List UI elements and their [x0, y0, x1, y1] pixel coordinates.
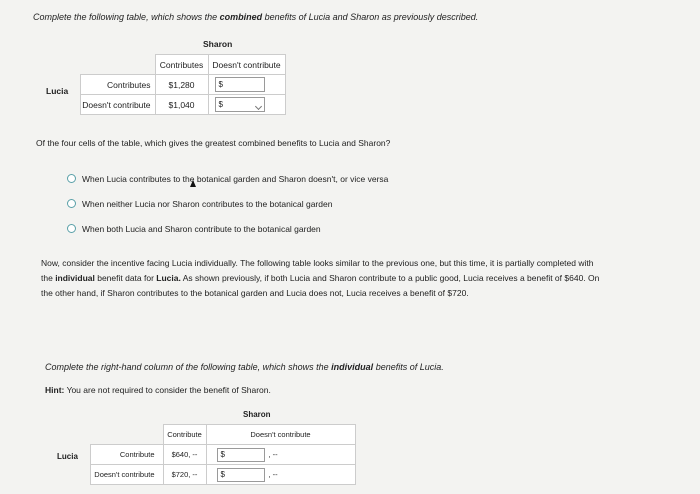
dropdown-caret-icon — [254, 103, 261, 110]
mouse-cursor-icon — [190, 180, 196, 187]
hint-label: Hint: — [45, 385, 65, 395]
question-text: Of the four cells of the table, which gives the greatest combined benefits to Lucia and Sharon? — [36, 138, 391, 148]
option-0[interactable] — [67, 166, 388, 191]
option-list — [67, 166, 388, 241]
paragraph-line-2-mid: benefit data for — [94, 273, 157, 283]
dollar-sign: $ — [218, 80, 223, 89]
table1-value-cc: $1,280 — [155, 75, 208, 95]
table1-input-cell-dd — [208, 95, 285, 115]
instruction-1-prefix: Complete the following table, which shows the — [33, 12, 220, 22]
table1-input-cell-cd — [208, 75, 285, 95]
instruction-1-bold: combined — [219, 12, 263, 22]
instruction-1-suffix: benefits of Lucia and Sharon as previously described. — [262, 12, 479, 22]
paragraph-line-1: Now, consider the incentive facing Lucia individually. The following table looks similar to the previous one, but this time, it is partially completed with — [41, 258, 594, 268]
radio-button-icon[interactable] — [67, 199, 76, 208]
table2-row-header-contribute: Contribute — [91, 445, 164, 465]
table1 — [80, 54, 286, 115]
table1-col-player: Sharon — [203, 39, 233, 49]
dollar-sign: $ — [218, 100, 223, 109]
table1-input-dd[interactable] — [215, 97, 265, 112]
hint-text: You are not required to consider the benefit of Sharon. — [64, 385, 271, 395]
dollar-sign: $ — [220, 470, 225, 479]
table1-row-header-contributes: Contributes — [81, 75, 156, 95]
hint — [45, 385, 271, 395]
table2-col-header-contribute: Contribute — [163, 425, 206, 445]
paragraph-line-2-suffix: As shown previously, if both Lucia and Sharon contribute to a public good, Lucia receives a benefit of $640. On — [180, 273, 600, 283]
option-2[interactable] — [67, 216, 388, 241]
table2 — [90, 424, 356, 485]
table2-input-cell-dd — [206, 465, 355, 485]
table2-col-player: Sharon — [243, 410, 271, 419]
explanation-paragraph — [41, 256, 696, 301]
instruction-1 — [33, 12, 478, 22]
dollar-sign: $ — [220, 450, 225, 459]
instruction-2-bold: individual — [331, 362, 374, 372]
table2-input-cell-cd — [206, 445, 355, 465]
table1-value-dc: $1,040 — [155, 95, 208, 115]
table2-suffix-dd: , -- — [268, 470, 278, 479]
table1-row-header-doesnt: Doesn't contribute — [81, 95, 156, 115]
instruction-2-suffix: benefits of Lucia. — [373, 362, 444, 372]
table1-col-header-doesnt: Doesn't contribute — [208, 55, 285, 75]
table1-input-cd[interactable] — [215, 77, 265, 92]
table2-row-player: Lucia — [57, 452, 78, 461]
table2-suffix-cd: , -- — [268, 450, 278, 459]
table1-col-header-contributes: Contributes — [155, 55, 208, 75]
option-label: When neither Lucia nor Sharon contributes to the botanical garden — [82, 198, 333, 209]
option-label: When both Lucia and Sharon contribute to the botanical garden — [82, 223, 321, 234]
radio-button-icon[interactable] — [67, 174, 76, 183]
paragraph-bold-individual: individual — [55, 273, 95, 283]
paragraph-line-3: the other hand, if Sharon contributes to the botanical garden and Lucia does not, Lucia receives a benefit of $720. — [41, 288, 469, 298]
table2-input-cd[interactable] — [217, 448, 265, 462]
paragraph-line-2 — [41, 271, 696, 286]
table2-col-header-doesnt: Doesn't contribute — [206, 425, 355, 445]
instruction-2-prefix: Complete the right-hand column of the following table, which shows the — [45, 362, 332, 372]
instruction-2 — [45, 362, 444, 372]
table2-value-cc: $640, -- — [163, 445, 206, 465]
table2-row-header-doesnt: Doesn't contribute — [91, 465, 164, 485]
radio-button-icon[interactable] — [67, 224, 76, 233]
table1-row-player: Lucia — [46, 86, 69, 96]
paragraph-bold-lucia: Lucia. — [156, 273, 181, 283]
paragraph-line-2-prefix: the — [41, 273, 56, 283]
option-label: When Lucia contributes to the botanical garden and Sharon doesn't, or vice versa — [82, 173, 389, 184]
option-1[interactable] — [67, 191, 388, 216]
table2-input-dd[interactable] — [217, 468, 265, 482]
table2-value-dc: $720, -- — [163, 465, 206, 485]
